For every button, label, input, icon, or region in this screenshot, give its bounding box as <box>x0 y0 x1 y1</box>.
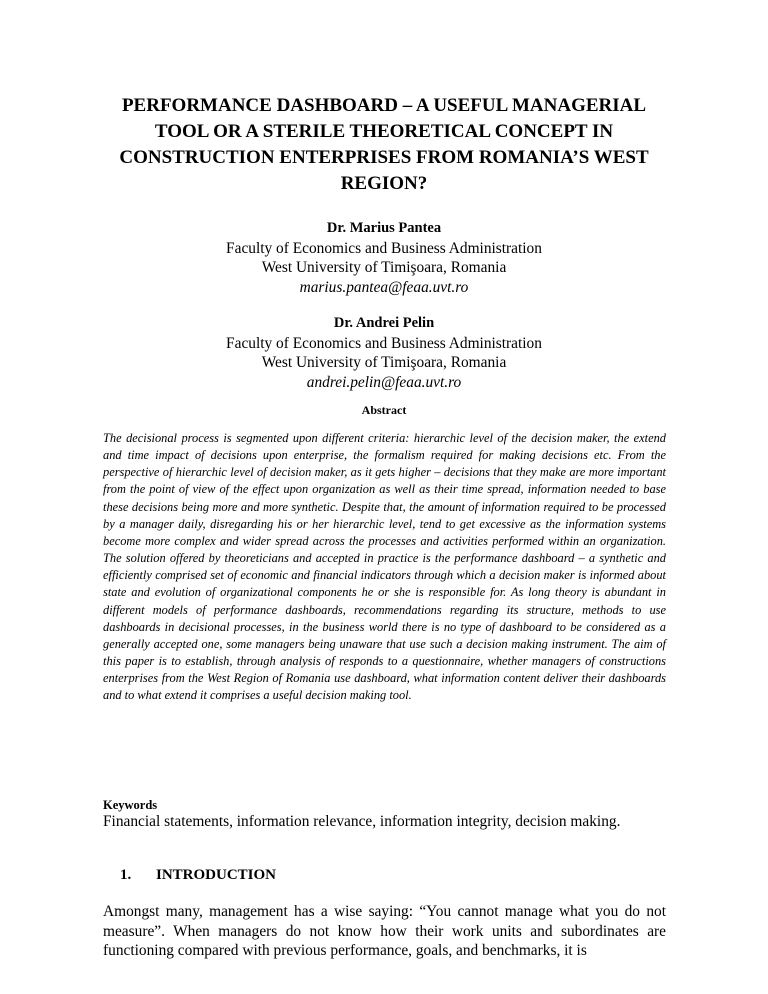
author-faculty: Faculty of Economics and Business Administration <box>226 334 542 352</box>
section-title: INTRODUCTION <box>156 867 277 883</box>
section-body-text: Amongst many, management has a wise saying: “You cannot manage what you do not measure”. When managers do not know how their work units and subordinates are functioning compared with previous performance, goals, and benchmarks, it is <box>103 903 666 959</box>
author-name: Dr. Marius Pantea <box>326 220 442 236</box>
keywords-text: Financial statements, information relevance, information integrity, decision making. <box>103 813 621 830</box>
author-email: marius.pantea@feaa.uvt.ro <box>299 278 469 296</box>
author-name: Dr. Andrei Pelin <box>333 315 435 331</box>
author-university: West University of Timişoara, Romania <box>261 259 507 276</box>
author-block <box>96 219 672 297</box>
author-block <box>96 314 672 392</box>
section-number: 1. <box>120 867 132 883</box>
abstract-text: The decisional process is segmented upon different criteria: hierarchic level of the decision maker, the extend and time impact of decisions upon enterprise, the formalism required for making decisions etc. From the perspective of hierarchic level of decision maker, as it gets higher – decisions that they make are more important from the point of view of the effect upon organization as well as their time spread, information needed to base these decisions being more and more synthetic. Despite that, the amount of information required to be processed by a manager daily, disregarding his or her hierarchic level, tend to get excessive as the information systems become more complex and wider spread across the processes and activities performed within an organization. The solution offered by theoreticians and accepted in practice is the performance dashboard – a synthetic and efficiently comprised set of economic and financial indicators through which a decision maker is informed about state and evolution of organizational components he or she is responsible for. As long theory is abundant in different models of performance dashboards, recommendations regarding its structure, methods to use dashboards in decisional processes, in the business world there is no type of dashboard to be considered as a generally accepted one, some managers being unaware that use such a decision making instrument. The aim of this paper is to establish, through analysis of responds to a questionnaire, whether managers of constructions enterprises from the West Region of Romania use dashboard, what information content deliver their dashboards and to what extend it comprises a useful decision making tool. <box>103 431 666 703</box>
section-heading <box>120 867 276 884</box>
abstract-heading: Abstract <box>361 403 407 417</box>
author-email: andrei.pelin@feaa.uvt.ro <box>306 373 462 391</box>
paper-title: PERFORMANCE DASHBOARD – A USEFUL MANAGERIAL TOOL OR A STERILE THEORETICAL CONCEPT IN CONSTRUCTION ENTERPRISES FROM ROMANIA’S WEST REGION? <box>119 95 649 194</box>
author-faculty: Faculty of Economics and Business Administration <box>226 239 542 257</box>
author-university: West University of Timişoara, Romania <box>261 354 507 371</box>
keywords-heading: Keywords <box>103 798 158 812</box>
